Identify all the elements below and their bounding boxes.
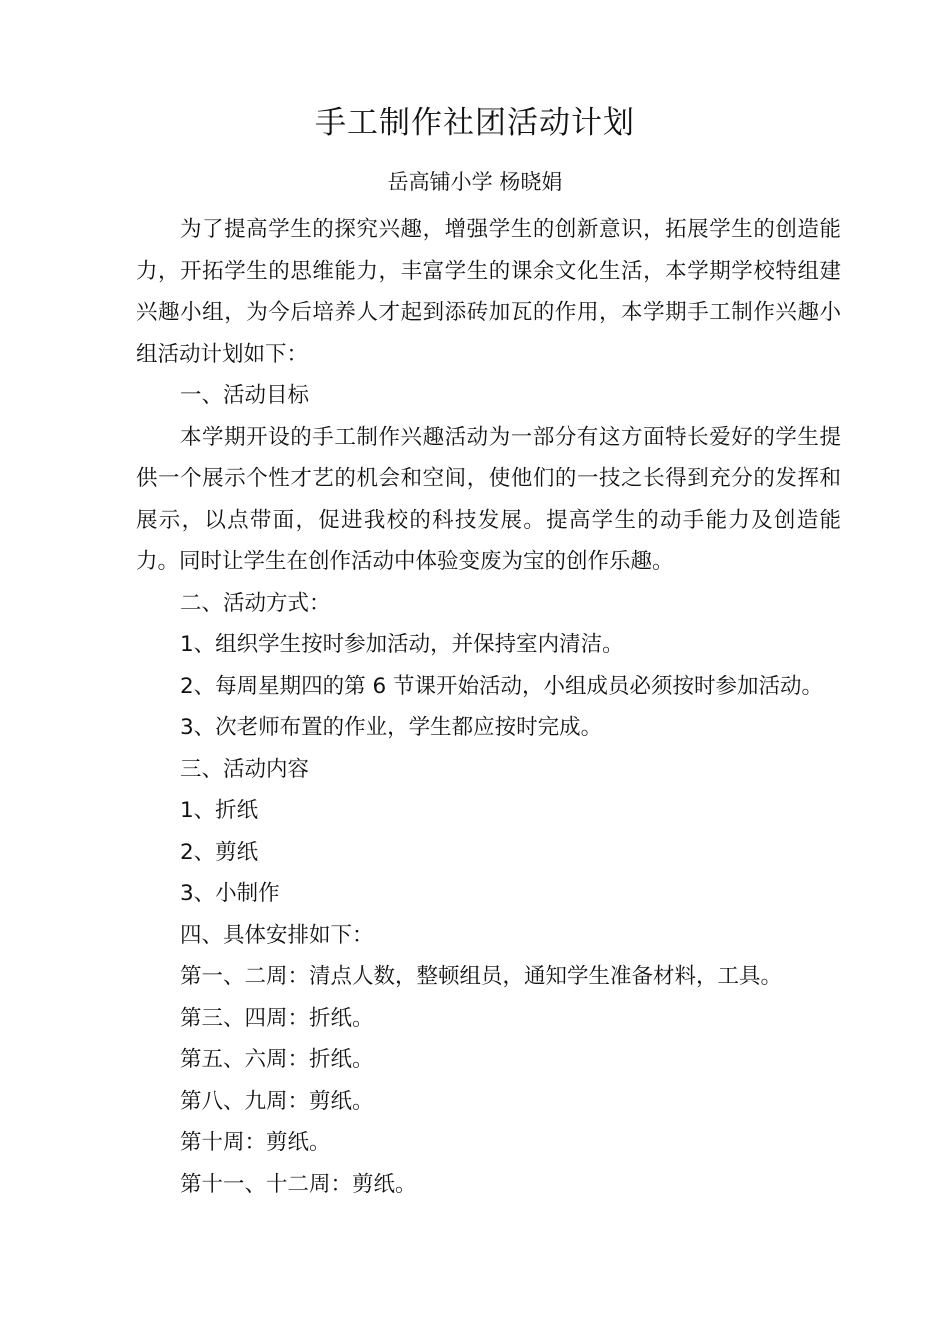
- content-item: 1、折纸: [180, 798, 259, 823]
- content-item: 3、小制作: [180, 881, 280, 906]
- document-body: [136, 209, 841, 1205]
- schedule-item: 第一、二周：清点人数，整顿组员，通知学生准备材料，工具。: [180, 964, 783, 989]
- schedule-item: 第十周：剪纸。: [180, 1130, 331, 1155]
- methods-item: 2、每周星期四的第 6 节课开始活动，小组成员必须按时参加活动。: [180, 673, 824, 699]
- methods-item: 1、组织学生按时参加活动，并保持室内清洁。: [180, 632, 624, 657]
- intro-paragraph: 为了提高学生的探究兴趣，增强学生的创新意识，拓展学生的创造能力，开拓学生的思维能力，丰富学生的课余文化生活，本学期学校特组建兴趣小组，为今后培养人才起到添砖加瓦的作用，本学期手工制作兴趣小组活动计划如下：: [136, 217, 841, 367]
- methods-item: 3、次老师布置的作业，学生都应按时完成。: [180, 715, 603, 740]
- goals-paragraph: 本学期开设的手工制作兴趣活动为一部分有这方面特长爱好的学生提供一个展示个性才艺的机会和空间，使他们的一技之长得到充分的发挥和展示，以点带面，促进我校的科技发展。提高学生的动手能力及创造能力。同时让学生在创作活动中体验变废为宝的创作乐趣。: [136, 424, 841, 574]
- section-heading-schedule: 四、具体安排如下：: [180, 922, 374, 948]
- schedule-item: 第三、四周：折纸。: [180, 1005, 374, 1031]
- schedule-item: 第八、九周：剪纸。: [180, 1088, 374, 1114]
- document-title: 手工制作社团活动计划: [315, 105, 635, 141]
- document-author: 岳高铺小学 杨晓娟: [387, 170, 563, 194]
- section-heading-goals: 一、活动目标: [180, 383, 310, 408]
- schedule-item: 第十一、十二周：剪纸。: [180, 1171, 417, 1197]
- content-item: 2、剪纸: [180, 839, 259, 865]
- section-heading-content: 三、活动内容: [180, 756, 310, 782]
- schedule-item: 第五、六周：折纸。: [180, 1047, 374, 1072]
- section-heading-methods: 二、活动方式：: [180, 590, 331, 616]
